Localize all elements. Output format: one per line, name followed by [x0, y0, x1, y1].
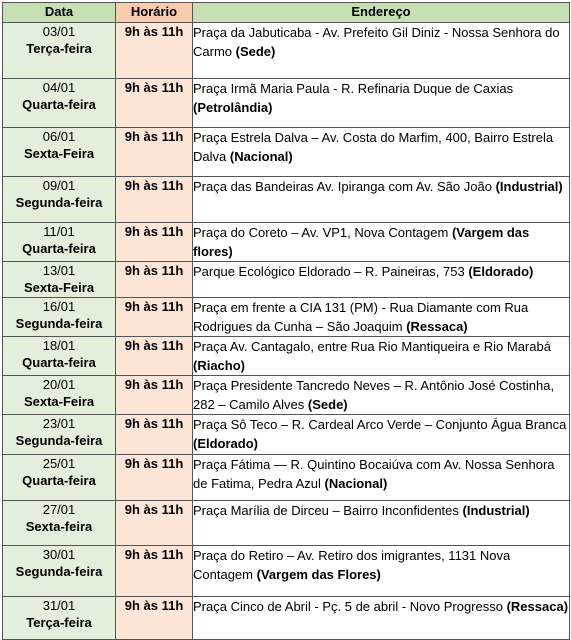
- region-label: (Sede): [307, 397, 348, 412]
- address-cell: [193, 262, 570, 298]
- date-cell: [3, 546, 116, 597]
- weekday-text: Segunda-feira: [15, 433, 103, 448]
- region-label: (Nacional): [229, 149, 293, 164]
- date-cell: [3, 79, 116, 128]
- date-text: 31/01: [42, 598, 76, 613]
- date-text: 30/01: [42, 547, 76, 562]
- date-cell: [3, 262, 116, 298]
- schedule-body: [3, 23, 570, 640]
- weekday-text: Quarta-feira: [22, 97, 96, 112]
- weekday-text: Sexta-feira: [25, 519, 93, 534]
- date-cell: [3, 298, 116, 337]
- date-cell: [3, 376, 116, 415]
- time-cell: 9h às 11h: [116, 337, 193, 376]
- date-cell: [3, 23, 116, 79]
- date-cell: [3, 455, 116, 501]
- table-row: [3, 79, 570, 128]
- time-cell: 9h às 11h: [116, 79, 193, 128]
- address-text: Praça das Bandeiras Av. Ipiranga com Av. São João: [193, 179, 496, 194]
- weekday-text: Sexta-Feira: [23, 394, 95, 409]
- table-row: [3, 262, 570, 298]
- address-text: Praça do Retiro – Av. Retiro dos imigrantes, 1131 Nova Contagem: [193, 548, 511, 582]
- region-label: (Ressaca): [506, 599, 569, 614]
- address-text: Praça Cinco de Abril - Pç. 5 de abril - Novo Progresso: [193, 599, 507, 614]
- header-data: Data: [3, 3, 116, 23]
- date-text: 25/01: [42, 456, 76, 471]
- table-row: [3, 376, 570, 415]
- table-row: [3, 455, 570, 501]
- address-text: Praça Marília de Dirceu – Bairro Inconfidentes: [193, 503, 463, 518]
- time-cell: 9h às 11h: [116, 262, 193, 298]
- date-text: 20/01: [42, 377, 76, 392]
- date-text: 06/01: [42, 129, 76, 144]
- weekday-text: Sexta-Feira: [23, 280, 95, 295]
- address-cell: [193, 415, 570, 455]
- weekday-text: Quarta-feira: [22, 473, 96, 488]
- date-cell: [3, 128, 116, 177]
- date-cell: [3, 177, 116, 223]
- time-cell: 9h às 11h: [116, 376, 193, 415]
- address-cell: [193, 79, 570, 128]
- address-cell: [193, 337, 570, 376]
- address-text: Praça do Coreto – Av. VP1, Nova Contagem: [193, 225, 452, 240]
- date-cell: [3, 337, 116, 376]
- date-text: 27/01: [42, 502, 76, 517]
- date-cell: [3, 415, 116, 455]
- time-cell: 9h às 11h: [116, 223, 193, 262]
- region-label: (Vargem das Flores): [256, 567, 381, 582]
- address-text: Praça Irmã Maria Paula - R. Refinaria Duque de Caxias: [193, 81, 514, 96]
- address-cell: [193, 298, 570, 337]
- time-cell: 9h às 11h: [116, 501, 193, 546]
- region-label: (Sede): [235, 44, 276, 59]
- table-row: [3, 546, 570, 597]
- date-text: 03/01: [42, 24, 76, 39]
- address-text: Praça Fátima — R. Quintino Bocaiúva com Av. Nossa Senhora de Fatima, Pedra Azul: [193, 457, 555, 491]
- region-label: (Nacional): [324, 476, 388, 491]
- region-label: (Vargem das flores): [193, 225, 530, 259]
- region-label: (Riacho): [193, 358, 245, 373]
- region-label: (Eldorado): [193, 436, 258, 451]
- date-text: 23/01: [42, 416, 76, 431]
- address-cell: [193, 23, 570, 79]
- address-cell: [193, 501, 570, 546]
- address-text: Praça da Jabuticaba - Av. Prefeito Gil Diniz - Nossa Senhora do Carmo: [193, 25, 560, 59]
- address-text: Praça Estrela Dalva – Av. Costa do Marfim, 400, Bairro Estrela Dalva: [193, 130, 554, 164]
- weekday-text: Segunda-feira: [15, 564, 103, 579]
- schedule-table: [2, 2, 570, 640]
- date-cell: [3, 223, 116, 262]
- address-text: Praça Av. Cantagalo, entre Rua Rio Mantiqueira e Rio Marabá: [193, 339, 551, 354]
- address-cell: [193, 376, 570, 415]
- date-text: 11/01: [43, 224, 75, 239]
- time-cell: 9h às 11h: [116, 455, 193, 501]
- table-row: [3, 501, 570, 546]
- address-cell: [193, 128, 570, 177]
- time-cell: 9h às 11h: [116, 177, 193, 223]
- time-cell: 9h às 11h: [116, 23, 193, 79]
- table-row: [3, 415, 570, 455]
- region-label: (Industrial): [495, 179, 563, 194]
- date-text: 13/01: [42, 263, 76, 278]
- weekday-text: Quarta-feira: [22, 241, 96, 256]
- time-cell: 9h às 11h: [116, 298, 193, 337]
- address-cell: [193, 177, 570, 223]
- table-row: [3, 337, 570, 376]
- date-text: 18/01: [42, 338, 76, 353]
- address-cell: [193, 223, 570, 262]
- date-cell: [3, 597, 116, 640]
- address-cell: [193, 546, 570, 597]
- time-cell: 9h às 11h: [116, 546, 193, 597]
- table-row: [3, 177, 570, 223]
- header-row: [3, 3, 570, 23]
- table-row: [3, 128, 570, 177]
- region-label: (Eldorado): [468, 264, 534, 279]
- weekday-text: Terça-feira: [26, 41, 92, 56]
- address-text: Parque Ecológico Eldorado – R. Paineiras, 753: [193, 264, 469, 279]
- date-cell: [3, 501, 116, 546]
- region-label: (Industrial): [462, 503, 530, 518]
- table-row: [3, 597, 570, 640]
- address-text: Praça Presidente Tancredo Neves – R. Antônio José Costinha, 282 – Camilo Alves: [193, 378, 555, 412]
- header-horario: Horário: [116, 3, 193, 23]
- weekday-text: Segunda-feira: [15, 316, 103, 331]
- table-row: [3, 23, 570, 79]
- address-cell: [193, 597, 570, 640]
- date-text: 16/01: [42, 299, 76, 314]
- time-cell: 9h às 11h: [116, 128, 193, 177]
- address-cell: [193, 455, 570, 501]
- weekday-text: Sexta-Feira: [23, 146, 95, 161]
- weekday-text: Segunda-feira: [15, 195, 103, 210]
- time-cell: 9h às 11h: [116, 597, 193, 640]
- address-text: Praça em frente a CIA 131 (PM) - Rua Diamante com Rua Rodrigues da Cunha – São Joaquim: [193, 300, 529, 334]
- region-label: (Petrolândia): [193, 100, 273, 115]
- address-text: Praça Sô Teco – R. Cardeal Arco Verde – Conjunto Água Branca: [193, 417, 567, 432]
- header-endereco: Endereço: [193, 3, 570, 23]
- weekday-text: Quarta-feira: [22, 355, 96, 370]
- region-label: (Ressaca): [406, 319, 468, 334]
- time-cell: 9h às 11h: [116, 415, 193, 455]
- table-row: [3, 223, 570, 262]
- date-text: 04/01: [42, 80, 76, 95]
- date-text: 09/01: [42, 178, 76, 193]
- table-row: [3, 298, 570, 337]
- weekday-text: Terça-feira: [26, 615, 92, 630]
